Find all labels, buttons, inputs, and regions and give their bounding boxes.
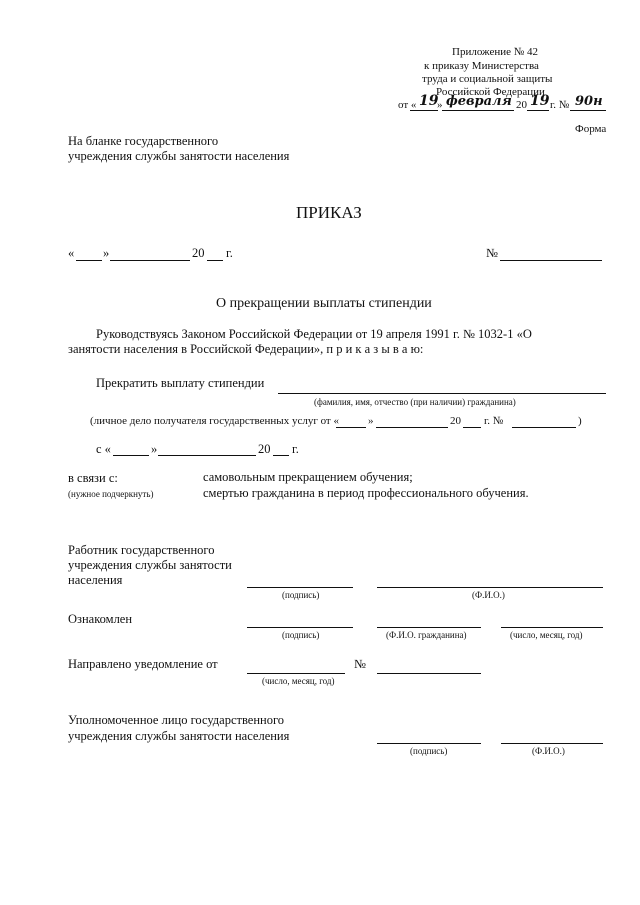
acquainted-label: Ознакомлен <box>68 612 133 626</box>
appendix-date-year: 19 <box>530 93 550 109</box>
appendix-date-prefix: от « <box>398 99 417 111</box>
notice-date-hint: (число, месяц, год) <box>262 676 335 686</box>
notice-no: № <box>354 657 366 671</box>
order-date-year: 20 <box>192 246 205 260</box>
case-close: ) <box>578 415 582 427</box>
appendix-line3: труда и социальной защиты <box>422 73 553 85</box>
case-g: г. № <box>484 415 504 427</box>
worker-fio-hint: (Ф.И.О.) <box>472 590 505 600</box>
worker-line3: населения <box>68 573 123 587</box>
order-date-g: г. <box>226 246 233 260</box>
acquainted-sign-hint: (подпись) <box>282 630 320 640</box>
authorized-fio-hint: (Ф.И.О.) <box>532 746 565 756</box>
reason-option1[interactable]: самовольным прекращением обучения; <box>203 470 413 484</box>
order-number-label: № <box>486 246 498 260</box>
page-title: ПРИКАЗ <box>296 203 362 222</box>
appendix-date-num-label: г. № <box>550 99 570 111</box>
stop-hint: (фамилия, имя, отчество (при наличии) гражданина) <box>314 397 516 407</box>
from-prefix: с « <box>96 442 111 456</box>
form-label: Форма <box>575 123 607 135</box>
order-date-close: » <box>103 246 110 260</box>
reason-hint: (нужное подчеркнуть) <box>68 489 154 499</box>
letterhead-line2: учреждения службы занятости населения <box>68 149 290 163</box>
letterhead-line1: На бланке государственного <box>68 134 219 148</box>
order-subject: О прекращении выплаты стипендии <box>216 296 432 311</box>
appendix-date-year-prefix: 20 <box>516 99 527 111</box>
authorized-sign-hint: (подпись) <box>410 746 448 756</box>
from-mid: » <box>151 442 158 456</box>
appendix-line4: Российской Федерации <box>436 86 545 98</box>
worker-line1: Работник государственного <box>68 543 215 557</box>
from-g: г. <box>292 442 299 456</box>
body-line2: занятости населения в Российской Федерации», п р и к а з ы в а ю: <box>68 342 424 356</box>
appendix-date-num: 90н <box>575 94 603 109</box>
worker-sign-hint: (подпись) <box>282 590 320 600</box>
order-date-open: « <box>68 246 75 260</box>
appendix-line1: Приложение № 42 <box>452 46 539 58</box>
reason-label: в связи с: <box>68 471 118 485</box>
body-line1: Руководствуясь Законом Российской Федерации от 19 апреля 1991 г. № 1032-1 «О <box>96 327 532 341</box>
case-mid: » <box>368 415 374 427</box>
appendix-line2: к приказу Министерства <box>424 60 539 72</box>
appendix-date-day: 19 <box>419 93 439 109</box>
from-year: 20 <box>258 442 271 456</box>
reason-option2[interactable]: смертью гражданина в период профессионального обучения. <box>203 486 529 500</box>
appendix-date-month: февраля <box>446 94 512 109</box>
authorized-line2: учреждения службы занятости населения <box>68 729 290 743</box>
case-prefix: (личное дело получателя государственных услуг от « <box>90 415 339 427</box>
notice-label: Направлено уведомление от <box>68 657 218 671</box>
acquainted-fio-hint: (Ф.И.О. гражданина) <box>386 630 467 640</box>
authorized-line1: Уполномоченное лицо государственного <box>68 713 285 727</box>
case-year: 20 <box>450 415 461 427</box>
stop-text: Прекратить выплату стипендии <box>96 376 265 390</box>
appendix-date-mid: » <box>437 99 443 111</box>
worker-line2: учреждения службы занятости <box>68 558 232 572</box>
acquainted-date-hint: (число, месяц, год) <box>510 630 583 640</box>
